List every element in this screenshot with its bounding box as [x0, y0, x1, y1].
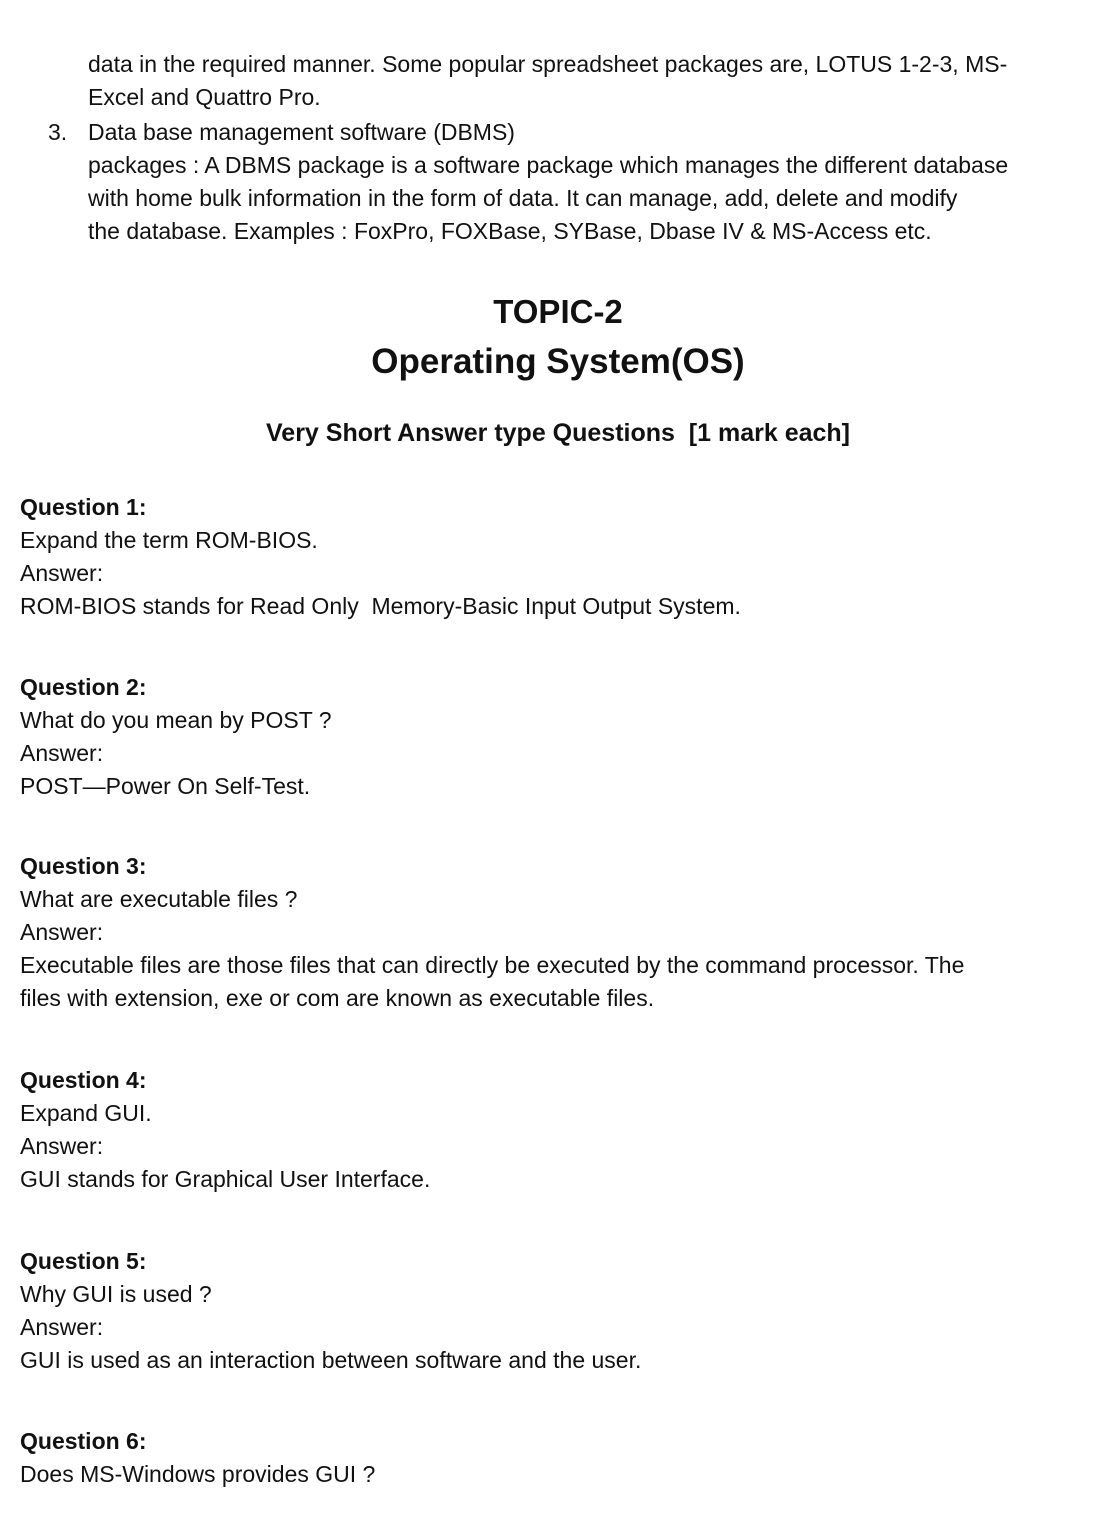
answer-text: ROM-BIOS stands for Read Only Memory-Basic Input Output System. — [20, 593, 741, 619]
list-item-line: packages : A DBMS package is a software package which manages the different database — [88, 152, 1009, 178]
answer-text: GUI is used as an interaction between software and the user. — [20, 1347, 642, 1373]
answer-text: files with extension, exe or com are known as executable files. — [20, 985, 655, 1011]
intro-line: Excel and Quattro Pro. — [88, 84, 321, 110]
answer-label: Answer: — [20, 560, 104, 586]
question-block-3 — [20, 850, 1096, 1015]
list-item-body — [88, 116, 1088, 248]
question-text: Does MS-Windows provides GUI ? — [20, 1461, 376, 1487]
question-block-6 — [20, 1425, 1096, 1491]
answer-text: Executable files are those files that can directly be executed by the command processor. The — [20, 952, 965, 978]
question-text: Expand GUI. — [20, 1100, 152, 1126]
intro-line: data in the required manner. Some popular spreadsheet packages are, LOTUS 1-2-3, MS- — [88, 51, 1008, 77]
section-heading: Very Short Answer type Questions [1 mark each] — [266, 419, 850, 447]
list-number: 3. — [48, 119, 68, 145]
topic-title: Operating System(OS) — [371, 342, 745, 381]
question-label: Question 3: — [20, 853, 147, 879]
question-label: Question 4: — [20, 1067, 147, 1093]
answer-text: GUI stands for Graphical User Interface. — [20, 1166, 431, 1192]
answer-label: Answer: — [20, 1314, 104, 1340]
answer-label: Answer: — [20, 1133, 104, 1159]
question-text: Expand the term ROM-BIOS. — [20, 527, 318, 553]
list-item-line: Data base management software (DBMS) — [88, 119, 515, 145]
question-block-4 — [20, 1064, 1096, 1196]
question-text: What do you mean by POST ? — [20, 707, 332, 733]
list-item-line: the database. Examples : FoxPro, FOXBase, SYBase, Dbase IV & MS-Access etc. — [88, 218, 932, 244]
question-block-2 — [20, 671, 1096, 803]
intro-paragraph — [88, 48, 1088, 114]
question-text: Why GUI is used ? — [20, 1281, 212, 1307]
question-text: What are executable files ? — [20, 886, 298, 912]
list-item-line: with home bulk information in the form of data. It can manage, add, delete and modify — [88, 185, 958, 211]
question-block-1 — [20, 491, 1096, 623]
question-label: Question 6: — [20, 1428, 147, 1454]
answer-label: Answer: — [20, 740, 104, 766]
topic-number: TOPIC-2 — [493, 293, 623, 330]
question-block-5 — [20, 1245, 1096, 1377]
question-label: Question 1: — [20, 494, 147, 520]
answer-label: Answer: — [20, 919, 104, 945]
question-label: Question 5: — [20, 1248, 147, 1274]
question-label: Question 2: — [20, 674, 147, 700]
answer-text: POST—Power On Self-Test. — [20, 773, 311, 799]
